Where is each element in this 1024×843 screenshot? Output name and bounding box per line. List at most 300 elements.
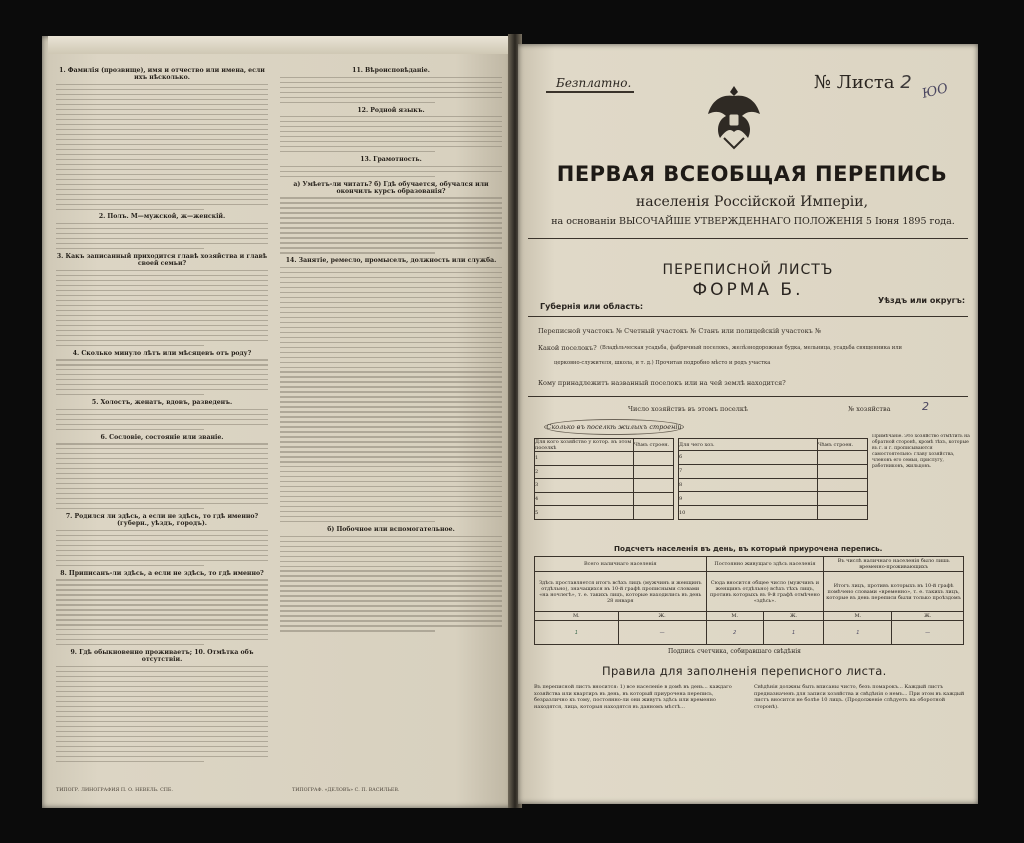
text-line xyxy=(56,199,268,200)
table-header: Для чего хоз. xyxy=(679,439,818,451)
text-line xyxy=(280,242,502,243)
table-row: 8 xyxy=(679,478,818,492)
text-line xyxy=(56,359,268,360)
text-line xyxy=(56,706,268,707)
text-line xyxy=(56,453,268,454)
free-label: Безплатно. xyxy=(556,76,632,90)
text-line xyxy=(56,493,268,494)
text-line xyxy=(56,374,268,375)
sex-label: М. xyxy=(535,612,619,621)
text-line xyxy=(280,357,502,358)
text-line xyxy=(280,237,502,238)
text-line xyxy=(280,506,502,507)
left-page xyxy=(42,36,512,808)
households-count-label: Число хозяйствъ въ этомъ поселкѣ xyxy=(628,405,748,413)
section-heading: 6. Сословіе, состояніе или званіе. xyxy=(100,433,224,441)
divider xyxy=(528,238,968,239)
section-heading: 4. Сколько минуло лѣтъ или мѣсяцевъ отъ роду? xyxy=(72,349,252,357)
text-line xyxy=(280,232,502,233)
buildings-table-right xyxy=(678,438,868,520)
text-line xyxy=(56,109,268,110)
text-line xyxy=(56,364,268,365)
text-line xyxy=(280,141,502,142)
table-row: 6 xyxy=(679,451,818,465)
text-line xyxy=(280,615,502,616)
sex-label: Ж. xyxy=(618,612,706,621)
text-line xyxy=(56,761,204,762)
text-line xyxy=(56,448,268,449)
text-line xyxy=(56,295,268,296)
text-line xyxy=(56,681,268,682)
section-heading: б) Побочное или вспомогательное. xyxy=(327,526,455,533)
text-line xyxy=(56,589,268,590)
text-line xyxy=(56,379,268,380)
text-line xyxy=(56,550,268,551)
text-line xyxy=(280,367,502,368)
text-line xyxy=(280,381,502,382)
text-line xyxy=(56,290,268,291)
text-line xyxy=(280,202,502,203)
text-line xyxy=(280,580,502,581)
text-line xyxy=(280,267,502,268)
table-row: 2 xyxy=(535,465,634,479)
section-heading: 7. Родился ли здѣсь, а если не здѣсь, то гдѣ именно? (губерн., уѣздъ, городъ). xyxy=(65,512,259,528)
text-line xyxy=(56,498,268,499)
population-count-table xyxy=(534,556,964,645)
text-line xyxy=(280,486,502,487)
text-line xyxy=(56,270,268,271)
text-line xyxy=(280,222,502,223)
text-line xyxy=(280,556,502,557)
column-description: Сюда вносится общее число (мужчинъ и женщинъ отдѣльно) всѣхъ тѣхъ лицъ, противъ которыхъ въ 9-й графѣ отмѣчено «здѣсь». xyxy=(706,572,824,612)
text-line xyxy=(280,536,502,537)
text-line xyxy=(56,104,268,105)
text-line xyxy=(56,701,268,702)
settlement-hint-2: церковно-служителя, школа, и т. д.) Прочитав подробно мѣсто и родъ участка xyxy=(554,360,771,366)
text-line xyxy=(56,619,268,620)
section-heading: 13. Грамотность. xyxy=(360,155,422,163)
text-line xyxy=(280,332,502,333)
text-line xyxy=(280,461,502,462)
text-line xyxy=(56,189,268,190)
text-line xyxy=(280,466,502,467)
text-line xyxy=(56,89,268,90)
province-label: Губернія или область: xyxy=(540,302,644,311)
text-line xyxy=(56,248,204,249)
text-line xyxy=(56,134,268,135)
text-line xyxy=(56,639,268,640)
tally-value: — xyxy=(618,621,706,645)
text-line xyxy=(280,386,502,387)
section-heading: 14. Занятіе, ремесло, промыселъ, должность или служба. xyxy=(285,257,497,265)
text-line xyxy=(56,305,268,306)
sex-label: М. xyxy=(824,612,892,621)
text-line xyxy=(56,726,268,727)
text-line xyxy=(280,441,502,442)
text-line xyxy=(280,247,502,248)
text-line xyxy=(280,151,435,152)
text-line xyxy=(280,501,502,502)
text-line xyxy=(56,280,268,281)
text-line xyxy=(56,565,204,566)
text-line xyxy=(56,609,268,610)
text-line xyxy=(56,741,268,742)
text-line xyxy=(56,731,268,732)
text-line xyxy=(280,496,502,497)
settlement-label: Какой поселокъ? xyxy=(538,344,597,352)
text-line xyxy=(56,169,268,170)
section-heading: 12. Родной языкъ. xyxy=(357,106,425,114)
printer-imprint-left: ТИПОГР. ЛИНОГРАФИЯ П. О. НЕВЕЛЬ. СПБ. xyxy=(56,788,173,793)
column-header: Постоянно живущаго здѣсь населенія xyxy=(706,557,824,572)
text-line xyxy=(56,275,268,276)
sex-label: Ж. xyxy=(892,612,964,621)
text-line xyxy=(280,131,502,132)
text-line xyxy=(56,644,204,645)
text-line xyxy=(56,614,268,615)
text-line xyxy=(280,212,502,213)
text-line xyxy=(280,277,502,278)
text-line xyxy=(56,164,268,165)
text-line xyxy=(280,292,502,293)
text-line xyxy=(56,414,268,415)
text-line xyxy=(56,624,268,625)
text-line xyxy=(56,243,268,244)
tally-value: 1 xyxy=(535,621,619,645)
form-title: ФОРМА Б. xyxy=(692,280,804,300)
text-line xyxy=(280,585,502,586)
text-line xyxy=(280,126,502,127)
text-line xyxy=(56,721,268,722)
text-line xyxy=(56,508,204,509)
text-line xyxy=(280,561,502,562)
text-line xyxy=(280,207,502,208)
text-line xyxy=(56,174,268,175)
section-heading: 5. Холостъ, женатъ, вдовъ, разведенъ. xyxy=(91,399,233,407)
section-heading: 1. Фамилія (прозвище), имя и отчество или имена, если ихъ нѣсколько. xyxy=(59,67,265,82)
text-line xyxy=(280,77,502,78)
text-line xyxy=(56,94,268,95)
census-form-page xyxy=(518,44,978,804)
text-line xyxy=(280,620,502,621)
text-line xyxy=(56,463,268,464)
settlement-hint: (Владѣльческая усадьба, фабричный поселокъ, желѣзнодорожная будка, мельница, усадьба священника или xyxy=(600,345,902,351)
text-line xyxy=(280,600,502,601)
text-line xyxy=(56,555,268,556)
text-line xyxy=(56,594,268,595)
text-line xyxy=(56,545,268,546)
text-line xyxy=(280,541,502,542)
text-line xyxy=(56,711,268,712)
page-title: ПЕРВАЯ ВСЕОБЩАЯ ПЕРЕПИСЬ xyxy=(556,162,948,186)
text-line xyxy=(56,419,268,420)
text-line xyxy=(56,228,268,229)
double-headed-eagle-icon xyxy=(704,80,764,152)
text-line xyxy=(280,327,502,328)
text-line xyxy=(280,436,502,437)
text-line xyxy=(56,503,268,504)
text-line xyxy=(56,369,268,370)
text-line xyxy=(280,421,502,422)
side-note: Примѣчаніе. Это хозяйство отмѣтить на обратной сторонѣ, кромѣ тѣхъ, которые въ г. и г. прописываются самостоятельно: главу хозяйства, членовъ его семьи, прислугу, работниковъ, жильцовъ. xyxy=(872,434,970,469)
table-header: Чѣмъ строен. xyxy=(818,439,868,451)
text-line xyxy=(280,171,502,172)
text-line xyxy=(280,426,502,427)
section-heading: 11. Вѣроисповѣданіе. xyxy=(352,67,430,74)
table-row: 7 xyxy=(679,464,818,478)
rules-column-2: Свѣдѣнія должны быть вписаны чисто, безъ помарокъ... Каждый листъ предназначенъ для записи хозяйства и свѣдѣнія о немъ... При этом въ каждый листъ вносится не болѣе 10 лицъ. (Продолженіе слѣдуетъ на оборотной сторонѣ). xyxy=(754,684,965,710)
text-line xyxy=(56,223,268,224)
text-line xyxy=(56,129,268,130)
instructions-column-2 xyxy=(280,64,502,794)
text-line xyxy=(56,424,268,425)
district-label: Уѣздъ или округъ: xyxy=(878,296,966,305)
text-line xyxy=(280,481,502,482)
text-line xyxy=(56,676,268,677)
text-line xyxy=(280,362,502,363)
text-line xyxy=(280,590,502,591)
text-line xyxy=(280,630,435,631)
text-line xyxy=(56,468,268,469)
table-header: Чѣмъ строен. xyxy=(634,439,674,452)
text-line xyxy=(56,139,268,140)
text-line xyxy=(56,478,268,479)
text-line xyxy=(280,136,502,137)
text-line xyxy=(56,394,204,395)
text-line xyxy=(56,540,268,541)
text-line xyxy=(280,610,502,611)
sheet-number-label: № Листа xyxy=(814,72,895,93)
text-line xyxy=(280,451,502,452)
text-line xyxy=(280,116,502,117)
text-line xyxy=(280,166,502,167)
text-line xyxy=(280,476,502,477)
text-line xyxy=(56,144,268,145)
text-line xyxy=(56,209,204,210)
text-line xyxy=(280,322,502,323)
text-line xyxy=(280,146,502,147)
sheet-number xyxy=(814,72,912,93)
text-line xyxy=(56,114,268,115)
text-line xyxy=(280,446,502,447)
section-heading: 9. Гдѣ обыкновенно проживаетъ; 10. Отмѣтка объ отсутствіи. xyxy=(70,649,254,664)
buildings-table-left xyxy=(534,438,674,520)
text-line xyxy=(280,595,502,596)
text-line xyxy=(280,347,502,348)
table-row: 1 xyxy=(535,452,634,466)
book-spread xyxy=(42,30,978,808)
text-line xyxy=(56,340,268,341)
text-line xyxy=(280,282,502,283)
text-line xyxy=(280,431,502,432)
text-line xyxy=(280,217,502,218)
text-line xyxy=(56,691,268,692)
text-line xyxy=(56,124,268,125)
buildings-label: Сколько въ поселкѣ жилыхъ строеній xyxy=(544,419,684,435)
text-line xyxy=(280,396,502,397)
text-line xyxy=(280,411,502,412)
text-line xyxy=(56,671,268,672)
text-line xyxy=(56,184,268,185)
text-line xyxy=(56,686,268,687)
divider xyxy=(528,396,968,397)
paper-tape xyxy=(48,36,508,54)
text-line xyxy=(280,227,502,228)
column-header: Всего наличнаго населенія xyxy=(535,557,707,572)
sheet-title: ПЕРЕПИСНОЙ ЛИСТЪ xyxy=(662,262,834,278)
text-line xyxy=(56,325,268,326)
text-line xyxy=(280,317,502,318)
text-line xyxy=(56,233,268,234)
text-line xyxy=(56,736,268,737)
household-number-value: 2 xyxy=(922,400,929,413)
text-line xyxy=(56,488,268,489)
table-row: 5 xyxy=(535,506,634,520)
text-line xyxy=(56,584,268,585)
text-line xyxy=(280,97,502,98)
text-line xyxy=(280,511,502,512)
text-line xyxy=(56,579,268,580)
section-heading: 8. Приписанъ-ли здѣсь, а если не здѣсь, то гдѣ именно? xyxy=(60,569,264,577)
table-row: 4 xyxy=(535,492,634,506)
text-line xyxy=(56,443,268,444)
text-line xyxy=(280,176,435,177)
text-line xyxy=(56,119,268,120)
text-line xyxy=(56,535,268,536)
household-number-label: № хозяйства xyxy=(848,405,891,413)
text-line xyxy=(56,746,268,747)
text-line xyxy=(56,300,268,301)
text-line xyxy=(280,516,502,517)
text-line xyxy=(56,204,268,205)
printer-imprint-right: ТИПОГРАФ. «ДЕЛОВЪ» С. П. ВАСИЛЬЕВ. xyxy=(292,788,400,793)
precinct-line: Переписной участокъ № Счетный участокъ № Станъ или полицейскій участокъ № xyxy=(538,327,821,335)
tally-value: — xyxy=(892,621,964,645)
text-line xyxy=(56,159,268,160)
sex-label: М. xyxy=(706,612,763,621)
decree-line: на основаніи ВЫСОЧАЙШЕ УТВЕРЖДЕННАГО ПОЛОЖЕНІЯ 5 Іюня 1895 года. xyxy=(551,216,955,227)
text-line xyxy=(280,121,502,122)
instructions-column-1 xyxy=(56,64,268,794)
text-line xyxy=(56,530,268,531)
table-row: 10 xyxy=(679,506,818,520)
table-row: 3 xyxy=(535,479,634,493)
rules-title: Правила для заполненія переписного листа. xyxy=(602,664,887,678)
column-header: Въ числѣ наличнаго населенія было лишь временно-проживающихъ xyxy=(824,557,964,572)
text-line xyxy=(56,629,268,630)
section-heading: 2. Полъ. М—мужской, ж—женскій. xyxy=(98,213,226,221)
text-line xyxy=(56,384,268,385)
sex-label: Ж. xyxy=(763,612,823,621)
text-line xyxy=(56,285,268,286)
text-line xyxy=(56,154,268,155)
text-line xyxy=(56,751,268,752)
text-line xyxy=(56,634,268,635)
text-line xyxy=(56,310,268,311)
text-line xyxy=(56,320,268,321)
text-line xyxy=(280,416,502,417)
text-line xyxy=(56,560,268,561)
enumerator-signature-label: Подпись счетчика, собиравшаго свѣдѣнія xyxy=(668,648,801,655)
text-line xyxy=(56,483,268,484)
text-line xyxy=(56,330,268,331)
text-line xyxy=(280,297,502,298)
text-line xyxy=(56,599,268,600)
tally-value: 1 xyxy=(824,621,892,645)
text-line xyxy=(56,604,268,605)
handwritten-mark: ЮО xyxy=(920,81,950,102)
text-line xyxy=(280,605,502,606)
text-line xyxy=(280,575,502,576)
text-line xyxy=(56,473,268,474)
tally-value: 1 xyxy=(763,621,823,645)
text-line xyxy=(280,272,502,273)
text-line xyxy=(56,389,268,390)
text-line xyxy=(56,458,268,459)
rules-column-1: Въ переписной листъ вносится: 1) все населеніе в домѣ въ день... каждаго хозяйства или квартиръ въ день, въ который приурочена перепись, безразлично къ тому, постоянно-ли они живутъ здѣсь или временно находятся, лица, которыя находятся въ данномъ мѣстѣ... xyxy=(534,684,732,710)
text-line xyxy=(280,491,502,492)
text-line xyxy=(56,194,268,195)
text-line xyxy=(56,696,268,697)
text-line xyxy=(280,287,502,288)
text-line xyxy=(280,102,435,103)
text-line xyxy=(280,87,502,88)
sheet-number-value: 2 xyxy=(900,72,912,93)
table-header: Для кого хозяйство у котор. въ этом поселкѣ xyxy=(535,439,634,452)
text-line xyxy=(56,335,268,336)
text-line xyxy=(280,625,502,626)
text-line xyxy=(280,337,502,338)
text-line xyxy=(56,716,268,717)
column-description: Итогъ лицъ, противъ которыхъ въ 10-й графѣ помѣчено словами «временно», т. е. такихъ лицъ, которые въ день переписи были только проѣздомъ xyxy=(824,572,964,612)
table-row: 9 xyxy=(679,492,818,506)
text-line xyxy=(280,566,502,567)
text-line xyxy=(280,252,435,253)
text-line xyxy=(56,315,268,316)
text-line xyxy=(56,84,268,85)
text-line xyxy=(56,149,268,150)
text-line xyxy=(56,756,268,757)
text-line xyxy=(280,546,502,547)
text-line xyxy=(280,352,502,353)
section-heading: а) Умѣетъ-ли читать? б) Гдѣ обучается, обучался или окончилъ курсъ образованія? xyxy=(293,180,489,195)
text-line xyxy=(280,92,502,93)
text-line xyxy=(280,471,502,472)
text-line xyxy=(56,238,268,239)
text-line xyxy=(280,302,502,303)
text-line xyxy=(280,371,502,372)
page-subtitle: населенія Россійской Имперіи, xyxy=(635,194,869,210)
section-heading: 3. Какъ записанный приходится главѣ хозяйства и главѣ своей семьи? xyxy=(56,252,268,268)
text-line xyxy=(280,551,502,552)
owner-line: Кому принадлежитъ названный поселокъ или на чей землѣ находится? xyxy=(538,379,786,387)
tally-value: 2 xyxy=(706,621,763,645)
text-line xyxy=(280,406,502,407)
text-line xyxy=(56,409,268,410)
text-line xyxy=(56,99,268,100)
text-line xyxy=(280,197,502,198)
text-line xyxy=(56,666,268,667)
column-description: Здѣсь проставляется итогъ всѣхъ лицъ (мужчинъ и женщинъ отдѣльно), значащихся въ 10-й графѣ прописными словами «на ночлегѣ», т. е. такихъ лицъ, которые находились въ день 28 января xyxy=(535,572,707,612)
census-count-heading: Подсчетъ населенія въ день, въ который приурочена перепись. xyxy=(614,544,883,553)
text-line xyxy=(280,570,502,571)
text-line xyxy=(280,391,502,392)
text-line xyxy=(280,401,502,402)
text-line xyxy=(56,429,204,430)
text-line xyxy=(56,179,268,180)
divider xyxy=(528,316,968,317)
divider xyxy=(546,91,634,93)
